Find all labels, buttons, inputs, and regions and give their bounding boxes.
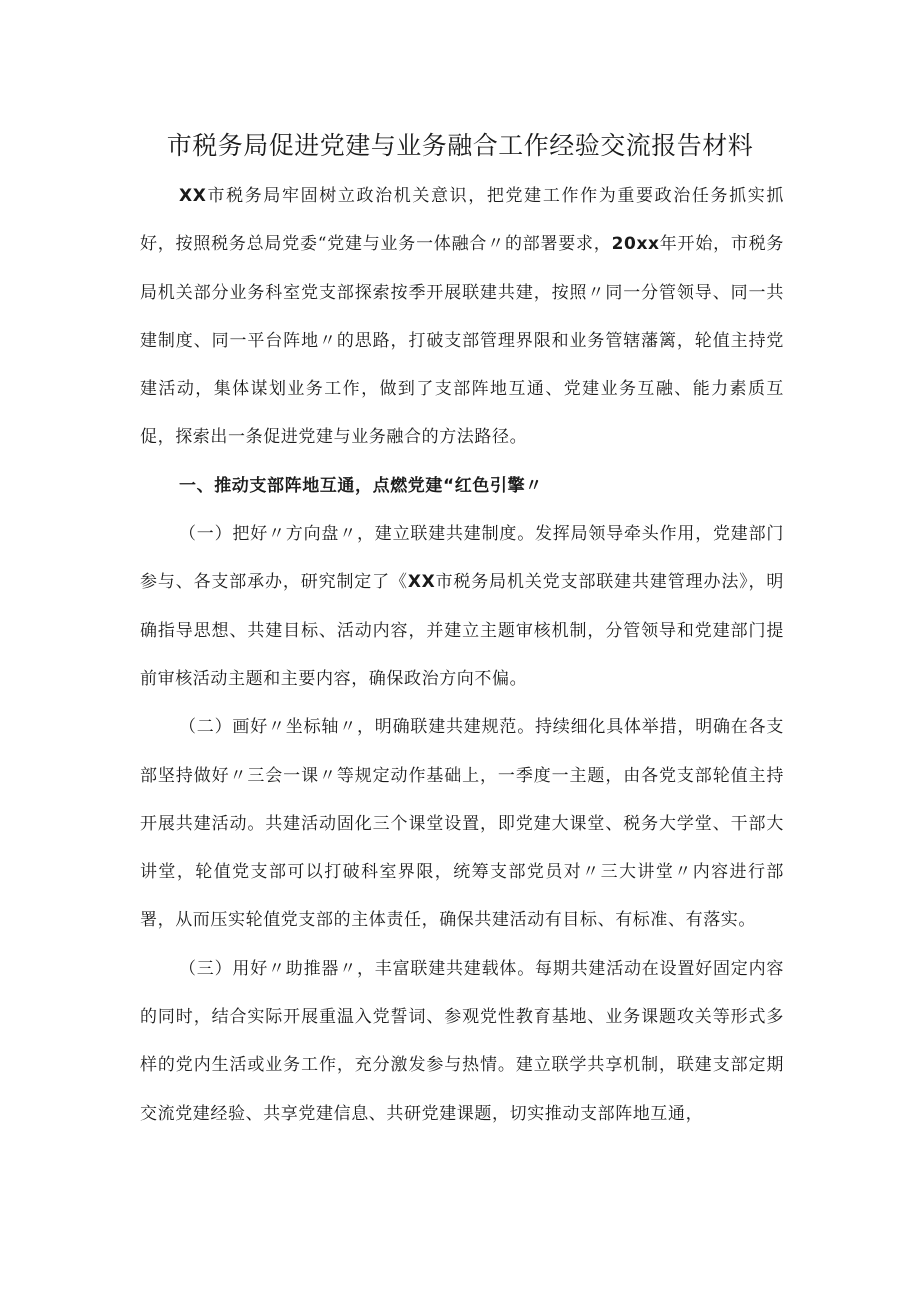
section-heading-1: 一、推动支部阵地互通，点燃党建“红色引擎〃 [179, 475, 543, 496]
item-1-bold: XX [407, 572, 436, 593]
intro-lead-bold: XX [179, 186, 207, 206]
intro-year-bold: 20xx [611, 234, 660, 255]
intro-text-part2: 年开始，市税务局机关部分业务科室党支部探索按季开展联建共建，按照〃同一分管领导、同一共建制度、同一平台阵地〃的思路，打破支部管理界限和业务管辖藩篱，轮值主持党建活动，集体谋划业务工作，做到了支部阵地互通、党建业务互融、能力素质互促，探索出一条促进党建与业务融合的方法路径。 [140, 234, 785, 448]
item-1-paragraph [140, 510, 784, 703]
intro-paragraph [140, 172, 784, 462]
document-body [140, 172, 784, 1138]
item-3-paragraph: （三）用好〃助推器〃，丰富联建共建载体。每期共建活动在设置好固定内容的同时，结合实际开展重温入党誓词、参观党性教育基地、业务课题攻关等形式多样的党内生活或业务工作，充分激发参与热情。建立联学共享机制，联建支部定期交流党建经验、共享党建信息、共研党建课题，切实推动支部阵地互通， [140, 958, 784, 1124]
item-1-text-part2: 市税务局机关党支部联建共建管理办法》，明确指导思想、共建目标、活动内容，并建立主题审核机制，分管领导和党建部门提前审核活动主题和主要内容，确保政治方向不偏。 [140, 572, 784, 689]
intro-text-part1: 市税务局牢固树立政治机关意识，把党建工作作为重要政治任务抓实抓好，按照税务总局党委“党建与业务一体融合〃的部署要求， [140, 186, 784, 255]
item-2-paragraph: （二）画好〃坐标轴〃，明确联建共建规范。持续细化具体举措，明确在各支部坚持做好〃三会一课〃等规定动作基础上，一季度一主题，由各党支部轮值主持开展共建活动。共建活动固化三个课堂设置，即党建大课堂、税务大学堂、干部大讲堂，轮值党支部可以打破科室界限，统筹支部党员对〃三大讲堂〃内容进行部署，从而压实轮值党支部的主体责任，确保共建活动有目标、有标准、有落实。 [140, 717, 784, 931]
item-1-text-part1: （一）把好〃方向盘〃，建立联建共建制度。发挥局领导牵头作用，党建部门参与、各支部承办，研究制定了《 [140, 524, 784, 593]
document-title: 市税务局促进党建与业务融合工作经验交流报告材料 [166, 131, 754, 160]
